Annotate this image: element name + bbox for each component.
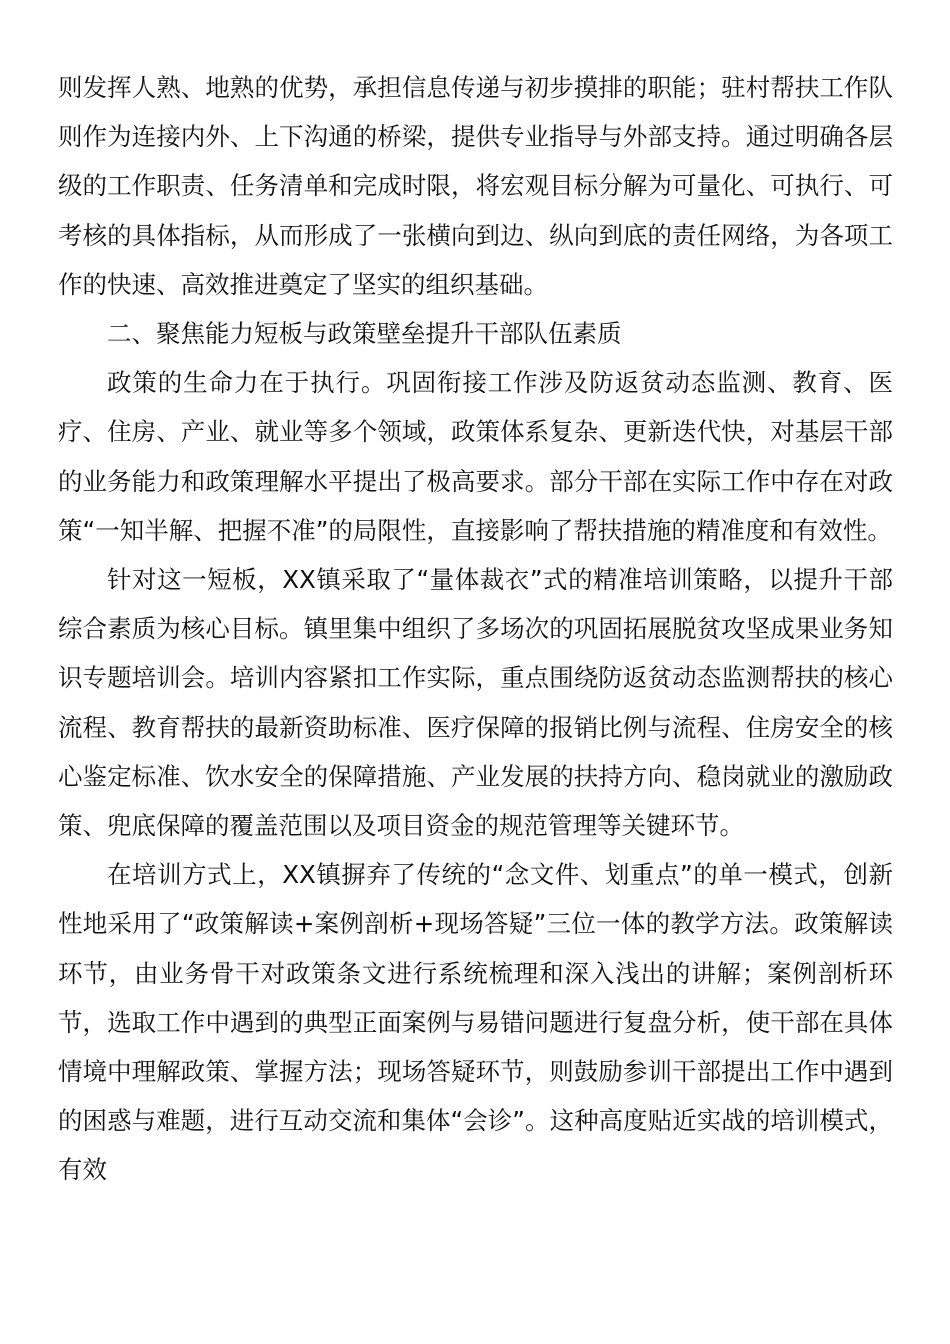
paragraph-policy-execution: 政策的生命力在于执行。巩固衔接工作涉及防返贫动态监测、教育、医疗、住房、产业、就业等多个领域，政策体系复杂、更新迭代快，对基层干部的业务能力和政策理解水平提出了极高要求。部分干部在实际工作中存在对政策“一知半解、把握不准”的局限性，直接影响了帮扶措施的精准度和有效性。 — [58, 368, 893, 545]
paragraph-training-strategy: 针对这一短板，XX镇采取了“量体裁衣”式的精准培训策略，以提升干部综合素质为核心目标。镇里集中组织了多场次的巩固拓展脱贫攻坚成果业务知识专题培训会。培训内容紧扣工作实际，重点围绕防返贫动态监测帮扶的核心流程、教育帮扶的最新资助标准、医疗保障的报销比例与流程、住房安全的核心鉴定标准、饮水安全的保障措施、产业发展的扶持方向、稳岗就业的激励政策、兜底保障的覆盖范围以及项目资金的规范管理等关键环节。 — [58, 565, 893, 841]
paragraph-training-method: 在培训方式上，XX镇摒弃了传统的“念文件、划重点”的单一模式，创新性地采用了“政策解读+案例剖析+现场答疑”三位一体的教学方法。政策解读环节，由业务骨干对政策条文进行系统梳理和深入浅出的讲解；案例剖析环节，选取工作中遇到的典型正面案例与易错问题进行复盘分析，使干部在具体情境中理解政策、掌握方法；现场答疑环节，则鼓励参训干部提出工作中遇到的困惑与难题，进行互动交流和集体“会诊”。这种高度贴近实战的培训模式，有效 — [58, 860, 893, 1185]
paragraph-continued: 则发挥人熟、地熟的优势，承担信息传递与初步摸排的职能；驻村帮扶工作队则作为连接内外、上下沟通的桥梁，提供专业指导与外部支持。通过明确各层级的工作职责、任务清单和完成时限，将宏观目标分解为可量化、可执行、可考核的具体指标，从而形成了一张横向到边、纵向到底的责任网络，为各项工作的快速、高效推进奠定了坚实的组织基础。 — [58, 73, 893, 299]
document-page — [58, 63, 893, 1195]
section-heading: 二、聚焦能力短板与政策壁垒提升干部队伍素质 — [107, 319, 622, 349]
